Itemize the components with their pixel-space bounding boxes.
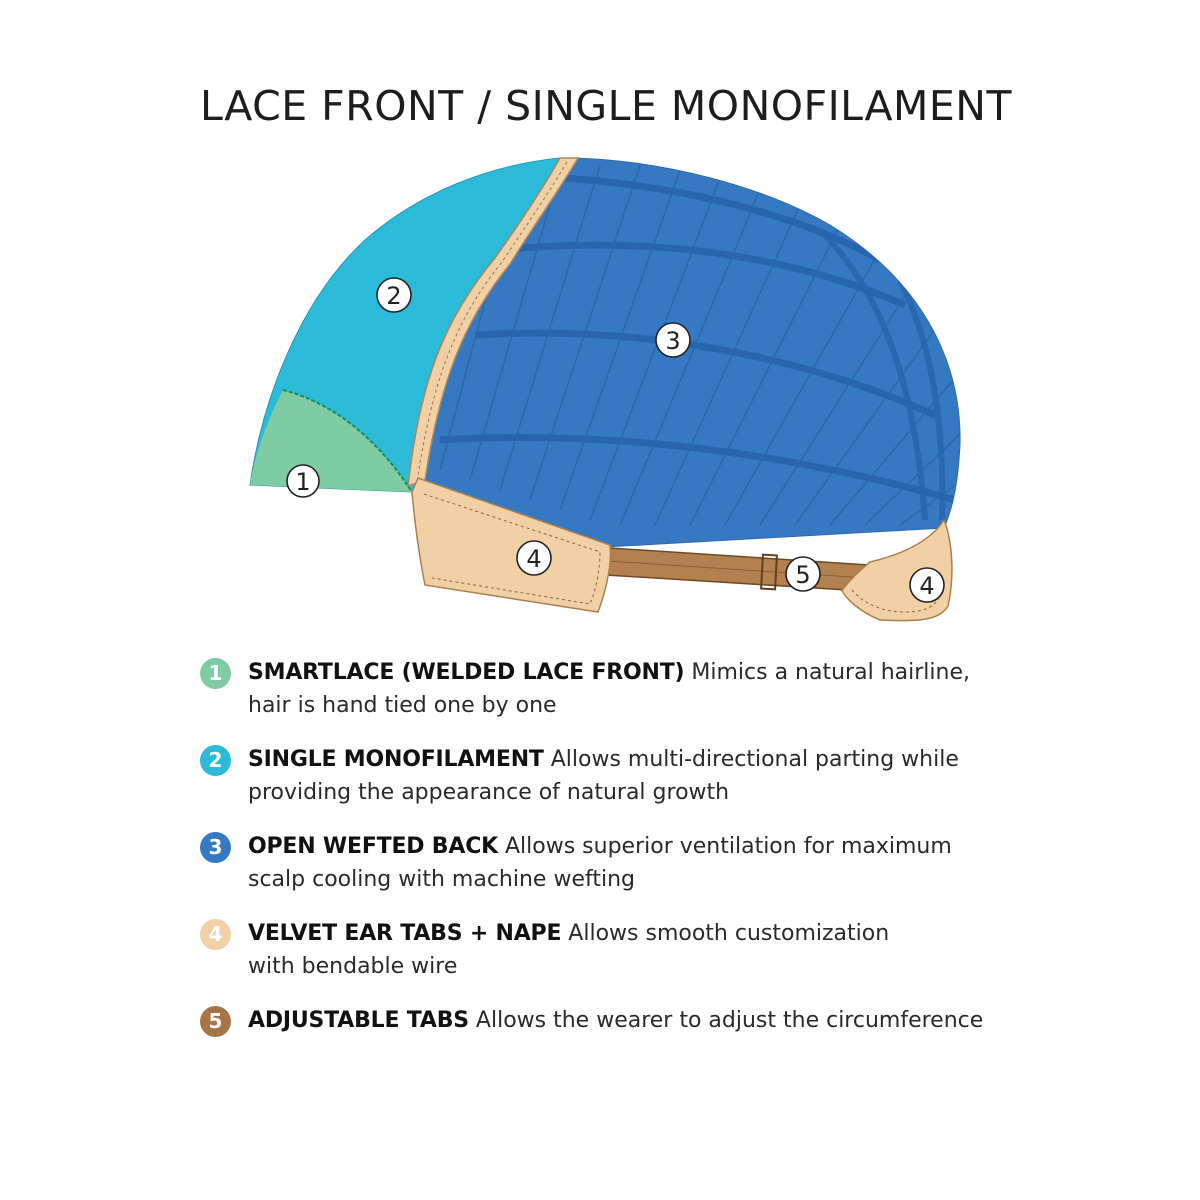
legend-number-badge: 3	[200, 832, 231, 863]
legend-description: Allows superior ventilation for maximum	[498, 834, 952, 859]
legend	[198, 652, 1018, 1087]
legend-number-badge: 5	[200, 1006, 231, 1037]
svg-text:3: 3	[665, 327, 681, 355]
marker-4-nape	[910, 568, 944, 602]
legend-number-badge: 1	[200, 658, 231, 689]
legend-description: Allows multi-directional parting while	[543, 747, 959, 772]
legend-description-cont: with bendable wire	[248, 954, 458, 979]
svg-text:4: 4	[526, 545, 542, 573]
svg-text:4: 4	[919, 572, 935, 600]
legend-description-cont: hair is hand tied one by one	[248, 693, 557, 718]
legend-label: SMARTLACE (WELDED LACE FRONT)	[248, 660, 685, 685]
svg-text:5: 5	[795, 561, 811, 589]
legend-description-cont: providing the appearance of natural growth	[248, 780, 730, 805]
legend-item-adjustable-tabs	[198, 1000, 1018, 1087]
legend-item-smartlace	[198, 652, 1018, 739]
page-title: LACE FRONT / SINGLE MONOFILAMENT	[199, 82, 1013, 130]
marker-3	[656, 323, 690, 357]
legend-item-velvet-ear-tabs	[198, 913, 1018, 1000]
legend-label: OPEN WEFTED BACK	[248, 834, 498, 859]
marker-5	[786, 557, 820, 591]
marker-1	[287, 465, 319, 497]
legend-item-single-monofilament	[198, 739, 1018, 826]
svg-text:1: 1	[295, 468, 311, 496]
legend-item-open-wefted-back	[198, 826, 1018, 913]
legend-number-badge: 2	[200, 745, 231, 776]
svg-text:2: 2	[386, 282, 402, 310]
marker-4-front	[517, 541, 551, 575]
legend-label: SINGLE MONOFILAMENT	[248, 747, 544, 772]
legend-description: Mimics a natural hairline,	[684, 660, 970, 685]
legend-description-cont: scalp cooling with machine wefting	[248, 867, 635, 892]
legend-description: Allows the wearer to adjust the circumference	[468, 1008, 984, 1033]
legend-label: ADJUSTABLE TABS	[248, 1008, 469, 1033]
marker-2	[377, 278, 411, 312]
legend-description: Allows smooth customization	[561, 921, 890, 946]
legend-label: VELVET EAR TABS + NAPE	[248, 921, 562, 946]
legend-number-badge: 4	[200, 919, 231, 950]
